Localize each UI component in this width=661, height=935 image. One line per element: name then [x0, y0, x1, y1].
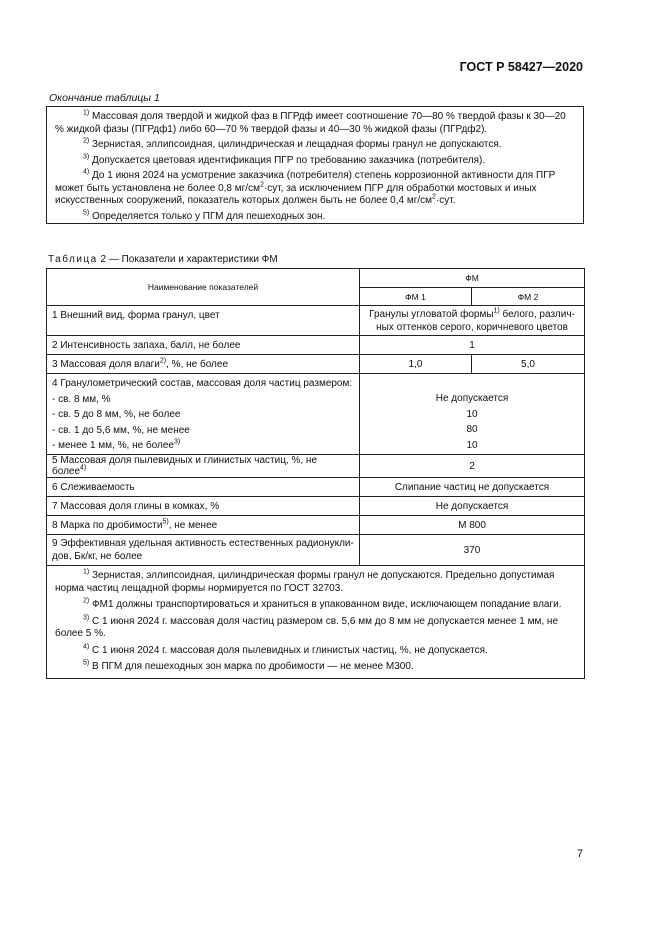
header-group: ФМ [360, 269, 585, 288]
name-line [52, 438, 354, 454]
note-text: С 1 июня 2024 г. массовая доля пылевидных и глинистых частиц, %, не допускается. [92, 644, 488, 656]
table1-note [55, 111, 577, 136]
row-value [360, 306, 585, 336]
note-text: ФМ1 должны транспортироваться и храниться в упакованном виде, исключающем попадание влаги. [92, 599, 562, 610]
note-text: В ПГМ для пешеходных зон марка по дробимости — не менее М300. [92, 661, 414, 672]
note-text: До 1 июня 2024 на усмотрение заказчика (потребителя) степень коррозионной активности для ПГР может быть установлена не более 0,8 мг/см [55, 170, 556, 194]
row-value: 2 [360, 455, 585, 478]
name-text: - менее 1 мм, %, не более [52, 440, 174, 451]
footnote-mark: 3) [83, 153, 90, 161]
value-text: 10 [466, 408, 478, 420]
footnote-mark: 1) [493, 307, 500, 315]
footnote-mark: 4) [80, 464, 87, 472]
footnote-mark: 1) [83, 568, 90, 576]
name-text: 5 Массовая доля пылевидных и глинистых частиц, %, не более [52, 455, 318, 477]
header-col1: ФМ 1 [360, 288, 472, 306]
note-text: ·сут. [435, 195, 456, 206]
table-row [47, 374, 585, 455]
note-text: С 1 июня 2024 г. массовая доля частиц размером св. 5,6 мм до 8 мм не допускается менее 1 мм, не более 5 %. [55, 615, 559, 639]
table1-note [55, 170, 577, 208]
table-row [47, 336, 585, 355]
name-text: 9 Эффективная удельная активность естественных радионукли- [52, 537, 354, 549]
table1-note [55, 139, 577, 152]
name-text: - св. 8 мм, % [52, 393, 111, 405]
caption-text: 2 — Показатели и характеристики ФМ [97, 254, 278, 265]
row-name: 1 Внешний вид, форма гранул, цвет [47, 306, 360, 336]
footnote-mark: 4) [83, 168, 90, 176]
value-text: 10 [466, 439, 478, 451]
row-name [47, 355, 360, 374]
row-value-fm2: 5,0 [472, 355, 585, 374]
value-text: Не допускается [435, 393, 509, 404]
name-text: 3 Массовая доля влаги [52, 358, 160, 370]
name-text: 8 Марка по дробимости [52, 519, 163, 531]
row-name: 6 Слеживаемость [47, 478, 360, 497]
row-name [47, 535, 360, 566]
row-name [47, 455, 360, 478]
name-text: , %, не более [166, 358, 229, 370]
row-value-fm1: 1,0 [360, 355, 472, 374]
note-text: ·сут, за исключением ПГР для обработки мостовых и иных искусственных сооружений, показатель которых должен быть не более 0,4 мг/см [55, 182, 537, 206]
footnote-mark: 4) [83, 643, 90, 651]
footnote-mark: 2) [83, 137, 90, 145]
table-row [47, 306, 585, 336]
value-text: ных оттенков серого, коричневого цветов [376, 321, 568, 333]
row-name: 7 Массовая доля глины в комках, % [47, 497, 360, 516]
note-text: Определяется только у ПГМ для пешеходных зон. [92, 210, 326, 222]
table1-end-label: Окончание таблицы 1 [49, 92, 160, 104]
row-name: 2 Интенсивность запаха, балл, не более [47, 336, 360, 355]
value-text: 80 [466, 424, 478, 435]
table2-note [55, 570, 578, 595]
header-name: Наименование показателей [47, 269, 360, 306]
caption-prefix: Таблица [48, 254, 98, 265]
header-col2: ФМ 2 [472, 288, 585, 306]
table-row [47, 355, 585, 374]
footnote-mark: 2) [83, 597, 90, 605]
table-row [47, 478, 585, 497]
value-text: Гранулы угловатой формы [369, 308, 494, 320]
name-text: 4 Гранулометрический состав, массовая доля частиц размером: [52, 378, 353, 389]
table2-note [55, 599, 578, 612]
name-text: - св. 5 до 8 мм, %, не более [52, 409, 181, 420]
table-row [47, 455, 585, 478]
row-value: 1 [360, 336, 585, 355]
table2-caption [48, 254, 278, 265]
table2-footnotes [47, 566, 585, 679]
row-name [47, 516, 360, 535]
table2 [46, 268, 585, 679]
footnote-mark: 5) [83, 659, 90, 667]
table2-note [55, 616, 578, 641]
table-header-row [47, 269, 585, 288]
footnote-mark: 3) [173, 438, 181, 446]
note-text: Допускается цветовая идентификация ПГР по требованию заказчика (потребителя). [92, 154, 486, 166]
note-text: Массовая доля твердой и жидкой фаз в ПГРдф имеет соотношение 70—80 % твердой фазы к 30—20 % жидкой фазы (ПГРдф1) либо 60—70 % твердой фазы и 40—30 % жидкой фазы (ПГРдф2). [55, 111, 566, 135]
table-row [47, 535, 585, 566]
superscript: 2 [432, 193, 436, 201]
table1-note [55, 155, 577, 168]
note-text: Зернистая, эллипсоидная, цилиндрическая формы гранул не допускаются. Предельно допустимая норма частиц лещадной формы нормируется по ГОСТ 32703. [55, 570, 555, 594]
table-footnotes-row [47, 566, 585, 679]
row-value: Не допускается [360, 497, 585, 516]
table2-note [55, 661, 578, 674]
row-value: Слипание частиц не допускается [360, 478, 585, 497]
footnote-mark: 3) [83, 614, 90, 622]
page-number: 7 [576, 848, 583, 860]
superscript: 2 [259, 181, 264, 189]
row-name [47, 374, 360, 455]
footnote-mark: 5) [83, 209, 90, 217]
standard-designation: ГОСТ Р 58427—2020 [459, 60, 583, 74]
row-value: 370 [360, 535, 585, 566]
row-value [360, 374, 585, 455]
footnote-mark: 5) [162, 518, 169, 526]
row-value: М 800 [360, 516, 585, 535]
table1-note [55, 211, 577, 224]
table-row [47, 516, 585, 535]
value-text: белого, различ- [499, 308, 575, 320]
table-row [47, 497, 585, 516]
footnote-mark: 2) [159, 357, 167, 365]
note-text: Зернистая, эллипсоидная, цилиндрическая и лещадная формы гранул не допускаются. [92, 139, 502, 150]
name-text: дов, Бк/кг, не более [52, 551, 143, 562]
table2-note [55, 645, 578, 658]
name-text: , не менее [168, 519, 218, 531]
footnote-mark: 1) [83, 109, 90, 117]
name-text: - св. 1 до 5,6 мм, %, не менее [52, 424, 190, 436]
table1-notes-box [46, 106, 584, 224]
